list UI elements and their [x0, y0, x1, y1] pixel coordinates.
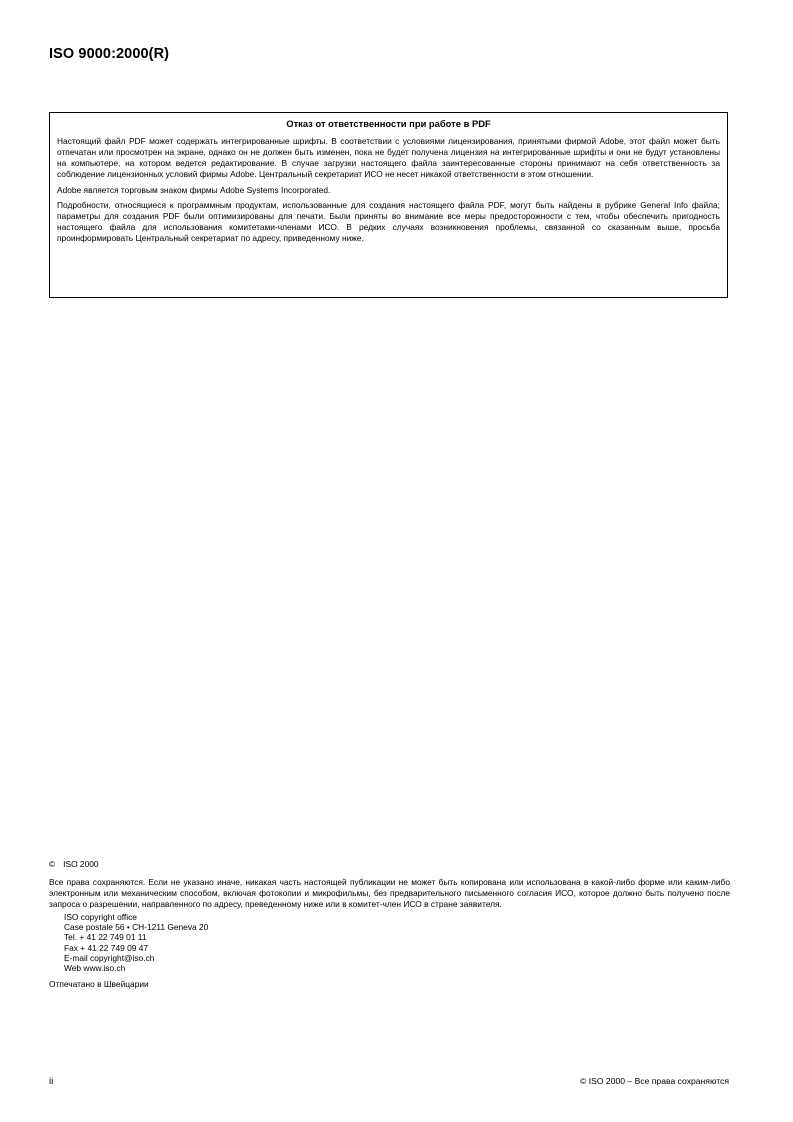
address-postal: Case postale 56 • CH-1211 Geneva 20	[64, 921, 209, 932]
disclaimer-paragraph-trademark: Adobe является торговым знаком фирмы Adobe Systems Incorporated.	[57, 184, 331, 195]
copyright-notice: Все права сохраняются. Если не указано иначе, никакая часть настоящей публикации не может быть копирована или использована в какой-либо форме или каким-либо электронным или механическим способом, включая фотокопии и микрофильмы, без предварительного письменного согласия ИСО, которое должно быть получено после запроса о разрешении, направленного по адресу, преведенному ниже или в комитет-член ИСО в стране заявителя.	[49, 876, 730, 909]
iso-address	[64, 912, 730, 974]
document-code: ISO 9000:2000(R)	[49, 46, 170, 62]
printed-in: Отпечатано в Швейцарии	[49, 979, 149, 990]
address-tel: Tel. + 41 22 749 01 11	[64, 932, 147, 943]
address-web: Web www.iso.ch	[64, 963, 126, 974]
address-office: ISO copyright office	[64, 911, 137, 922]
disclaimer-paragraph-fonts: Настоящий файл PDF может содержать интегрированные шрифты. В соответствии с условиями лицензирования, принятыми фирмой Adobe, этот файл может быть отпечатан или просмотрен на экране, однако он не должен быть изменен, пока не будет получена лицензия на интегрированные шрифты и они не будут установлены на компьютере, на котором ведется редактирование. В случае загрузки настоящего файла заинтересованные стороны принимают на себя ответственность за соблюдение лицензионных условий фирмы Adobe. Центральный секретариат ИСО не несет никакой ответственности в этом отношении.	[57, 135, 720, 179]
copyright-year: ISO 2000	[63, 859, 99, 869]
disclaimer-paragraph-details: Подробности, относящиеся к программным продуктам, использованные для создания настоящего файла PDF, могут быть найдены в рубрике General Info файла; параметры для создания PDF были оптимизированы для печати. Были приняты во внимание все меры предосторожности с тем, чтобы обеспечить пригодность настоящего файла для использования комитетами-членами ИСО. В редких случаях возникновения проблемы, связанной со сказанным выше, просьба проинформировать Центральный секретариат по адресу, приведенному ниже.	[57, 200, 720, 244]
address-email: E-mail copyright@iso.ch	[64, 952, 155, 963]
copyright-year-line	[49, 859, 730, 870]
copyright-block	[49, 859, 730, 990]
pdf-disclaimer-box	[49, 112, 728, 298]
disclaimer-title: Отказ от ответственности при работе в PDF	[286, 118, 491, 129]
copyright-symbol: ©	[49, 859, 56, 869]
address-fax: Fax + 41 22 749 09 47	[64, 942, 149, 953]
page-number: ii	[49, 1076, 54, 1087]
footer-rights: © ISO 2000 – Все права сохраняются	[579, 1076, 729, 1086]
